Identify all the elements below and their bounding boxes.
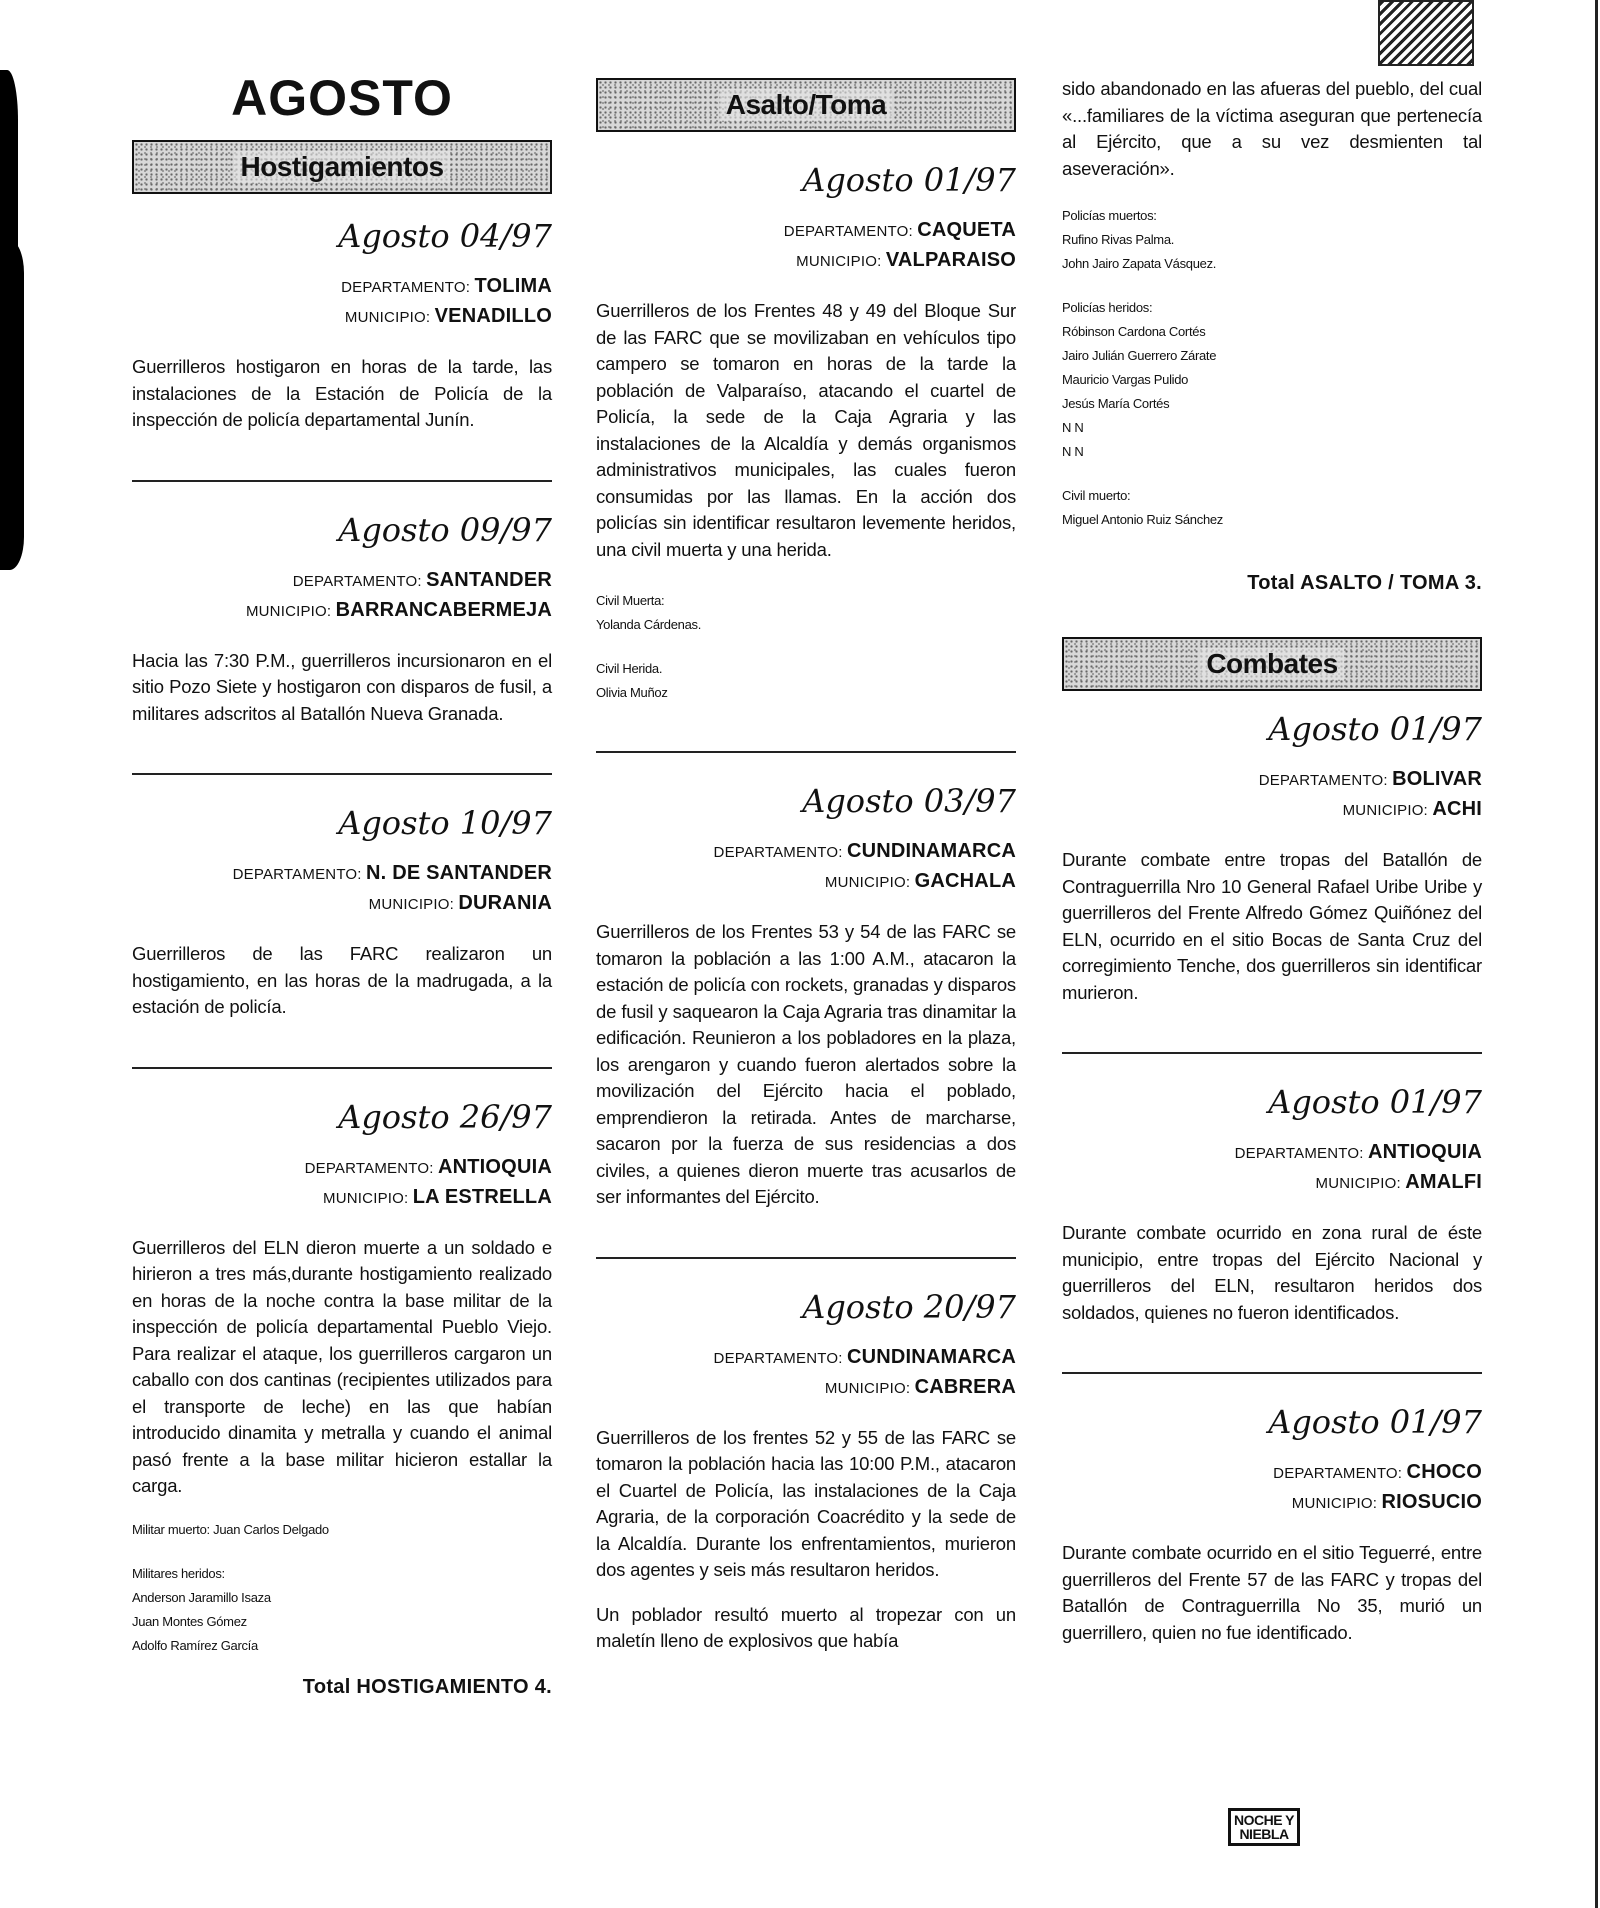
victim-line: Rufino Rivas Palma. [1062, 232, 1175, 247]
victim-line: John Jairo Zapata Vásquez. [1062, 256, 1217, 271]
column-2 [596, 0, 1016, 1655]
publication-logo [1228, 1808, 1300, 1846]
entry-municipio: MUNICIPIO: DURANIA [368, 892, 552, 914]
entry-municipio: MUNICIPIO: RIOSUCIO [1291, 1491, 1482, 1513]
column-3 [1062, 0, 1482, 1646]
victim-list [596, 589, 1016, 705]
entry-departamento: DEPARTAMENTO: CAQUETA [783, 219, 1016, 241]
entry [596, 160, 1016, 705]
entry [132, 510, 552, 728]
victim-line: Juan Montes Gómez [132, 1613, 247, 1629]
victim-line: Mauricio Vargas Pulido [1062, 372, 1189, 387]
entry-municipio: MUNICIPIO: GACHALA [824, 870, 1016, 892]
victim-line: Militar muerto: Juan Carlos Delgado [132, 1521, 329, 1537]
entry-text: Durante combate entre tropas del Batallón de Contraguerrilla Nro 10 General Rafael Uribe Uribe y guerrilleros del Frente Alfredo Gómez Quiñónez del ELN, ocurrido en el sitio Bocas de Santa Cruz del corregimiento Tenche, dos guerrilleros sin identificar murieron. [1062, 849, 1482, 1003]
victim-line: Militares heridos: [132, 1565, 225, 1581]
entry-text: Guerrilleros de las FARC realizaron un hostigamiento, en las horas de la madrugada, a la estación de policía. [132, 943, 552, 1017]
entry-municipio: MUNICIPIO: LA ESTRELLA [323, 1185, 552, 1208]
entry-text-continued: Un poblador resultó muerto al tropezar con un maletín lleno de explosivos que había [596, 1603, 1016, 1651]
entry-date: Agosto 20/97 [802, 1287, 1016, 1326]
entry-text: Guerrilleros de los Frentes 48 y 49 del Bloque Sur de las FARC que se movilizaban en vehículos tipo campero se tomaron en horas de la tarde la población de Valparaíso, atacando el cuartel de Policía, la sede de la Caja Agraria y las instalaciones de la Alcaldía y demás organismos administrativos municipales, las cuales fueron consumidas por las llamas. En la acción dos policías sin identificar resultaron levemente heridos, una civil muerta y una herida. [596, 300, 1016, 560]
victim-line: Civil Herida. [596, 661, 663, 676]
divider [132, 1067, 552, 1069]
divider [132, 480, 552, 482]
victim-line: Policías heridos: [1062, 300, 1153, 315]
entry-text: Guerrilleros de los frentes 52 y 55 de las FARC se tomaron la población hacia las 10:00 P.M., atacaron el Cuartel de Policía, las instalaciones de la Caja Agraria, de la corporación Coacrédito y la sede de la Alcaldía. Durante los enfrentamientos, murieron dos agentes y seis más resultaron heridos. [596, 1426, 1016, 1580]
victim-line: Anderson Jaramillo Isaza [132, 1589, 271, 1605]
entry-text: Guerrilleros hostigaron en horas de la tarde, las instalaciones de la Estación de Policía de la inspección de policía departamental Junín. [132, 356, 552, 430]
entry [1062, 1082, 1482, 1326]
entry-text: Durante combate ocurrido en zona rural de éste municipio, entre tropas del Ejército Nacional y guerrilleros del ELN, resultaron heridos dos soldados, quienes no fueron identificados. [1062, 1222, 1482, 1323]
victim-line: N N [1062, 444, 1084, 459]
section-header-hostigamientos: Hostigamientos [132, 140, 552, 194]
entry-text: Durante combate ocurrido en el sitio Teguerré, entre guerrilleros del Frente 57 de las FARC y tropas del Batallón de Contraguerrilla No 35, murió un guerrillero, quien no fue identificado. [1062, 1542, 1482, 1643]
spacer [132, 1542, 552, 1562]
divider [1062, 1052, 1482, 1054]
victim-line: Olivia Muñoz [596, 685, 668, 700]
entry-date: Agosto 01/97 [1268, 1403, 1482, 1441]
divider [132, 773, 552, 775]
entry-municipio: MUNICIPIO: VENADILLO [344, 305, 552, 327]
section-header-combates: Combates [1062, 637, 1482, 691]
section-total: Total ASALTO / TOMA 3. [1247, 572, 1482, 594]
logo-line: NOCHE Y [1233, 1812, 1295, 1828]
section-header-asalto-toma: Asalto/Toma [596, 78, 1016, 132]
spacer [596, 637, 1016, 657]
logo-line: NIEBLA [1239, 1826, 1289, 1842]
entry [596, 1287, 1016, 1655]
spacer [1062, 464, 1482, 484]
victim-line: Civil Muerta: [596, 593, 665, 608]
entry-municipio: MUNICIPIO: AMALFI [1315, 1171, 1482, 1193]
entry-date: Agosto 03/97 [802, 782, 1016, 820]
entry-date: Agosto 09/97 [338, 510, 552, 549]
column-1 [132, 0, 552, 1699]
entry-departamento: DEPARTAMENTO: ANTIOQUIA [304, 1155, 552, 1178]
entry-date: Agosto 04/97 [338, 217, 552, 255]
victim-line: Róbinson Cardona Cortés [1062, 324, 1206, 339]
entry-municipio: MUNICIPIO: CABRERA [824, 1375, 1016, 1398]
entry [132, 1097, 552, 1658]
entry-date: Agosto 26/97 [338, 1097, 552, 1136]
victim-line: N N [1062, 420, 1084, 435]
entry-departamento: DEPARTAMENTO: TOLIMA [341, 275, 552, 297]
victim-line: Adolfo Ramírez García [132, 1637, 258, 1653]
entry-departamento: DEPARTAMENTO: CUNDINAMARCA [713, 1345, 1016, 1368]
entry-departamento: DEPARTAMENTO: CHOCO [1273, 1461, 1482, 1483]
entry-municipio: MUNICIPIO: ACHI [1342, 798, 1482, 820]
entry-departamento: DEPARTAMENTO: BOLIVAR [1258, 768, 1482, 790]
scan-ink-edge [0, 240, 24, 570]
entry-departamento: DEPARTAMENTO: CUNDINAMARCA [713, 840, 1016, 862]
victim-list [132, 1518, 552, 1658]
entry-departamento: DEPARTAMENTO: N. DE SANTANDER [232, 862, 552, 884]
victim-line: Jesús María Cortés [1062, 396, 1170, 411]
victim-line: Yolanda Cárdenas. [596, 617, 702, 632]
entry-date: Agosto 10/97 [338, 804, 552, 842]
entry-departamento: DEPARTAMENTO: ANTIOQUIA [1234, 1141, 1482, 1163]
continued-text: sido abandonado en las afueras del pueblo, del cual «...familiares de la víctima aseguran que pertenecía al Ejército, que a su vez desmienten tal aseveración». [1062, 78, 1482, 179]
victim-line: Jairo Julián Guerrero Zárate [1062, 348, 1217, 363]
entry-date: Agosto 01/97 [802, 161, 1016, 199]
entry [132, 803, 552, 1021]
entry-municipio: MUNICIPIO: BARRANCABERMEJA [245, 598, 552, 621]
entry-text: Guerrilleros de los Frentes 53 y 54 de las FARC se tomaron la población a las 1:00 A.M., atacaron la estación de policía con rockets, granadas y disparos de fusil y saquearon la Caja Agraria tras dinamitar la edificación. Reunieron a los pobladores en la plaza, los arengaron y cuando fueron alertados sobre la movilización del Ejército hacia el poblado, emprendieron la retirada. Antes de marcharse, sacaron por la fuerza de sus residencias a dos civiles, a quienes dieron muerte tras acusarlos de ser informantes del Ejército. [596, 921, 1016, 1207]
entry-text: Hacia las 7:30 P.M., guerrilleros incursionaron en el sitio Pozo Siete y hostigaron con disparos de fusil, a militares adscritos al Batallón Nueva Granada. [132, 649, 552, 724]
victim-line: Miguel Antonio Ruiz Sánchez [1062, 512, 1224, 527]
victim-line: Civil muerto: [1062, 488, 1131, 503]
entry [1062, 709, 1482, 1006]
entry-date: Agosto 01/97 [1268, 710, 1482, 748]
spacer [1062, 276, 1482, 296]
entry [132, 216, 552, 434]
entry-municipio: MUNICIPIO: VALPARAISO [796, 249, 1016, 271]
entry [596, 781, 1016, 1211]
divider [1062, 1372, 1482, 1374]
month-title: AGOSTO [231, 70, 453, 126]
victim-line: Policías muertos: [1062, 208, 1157, 223]
entry-date: Agosto 01/97 [1268, 1083, 1482, 1121]
divider [596, 1257, 1016, 1259]
victim-list [1062, 204, 1482, 532]
entry [1062, 1402, 1482, 1646]
page-edge-rule [1595, 0, 1598, 1908]
entry-text: Guerrilleros del ELN dieron muerte a un soldado e hirieron a tres más,durante hostigamiento realizado en horas de la noche contra la base militar de la inspección de policía departamental Pueblo Viejo. Para realizar el ataque, los guerrilleros cargaron un caballo con dos cantinas (recipientes utilizados para el transporte de leche) en las que habían introducido dinamita y metralla y cuando el animal pasó frente a la base militar hicieron estallar la carga. [132, 1236, 552, 1496]
divider [596, 751, 1016, 753]
section-total: Total HOSTIGAMIENTO 4. [302, 1675, 552, 1698]
entry-departamento: DEPARTAMENTO: SANTANDER [292, 568, 552, 591]
